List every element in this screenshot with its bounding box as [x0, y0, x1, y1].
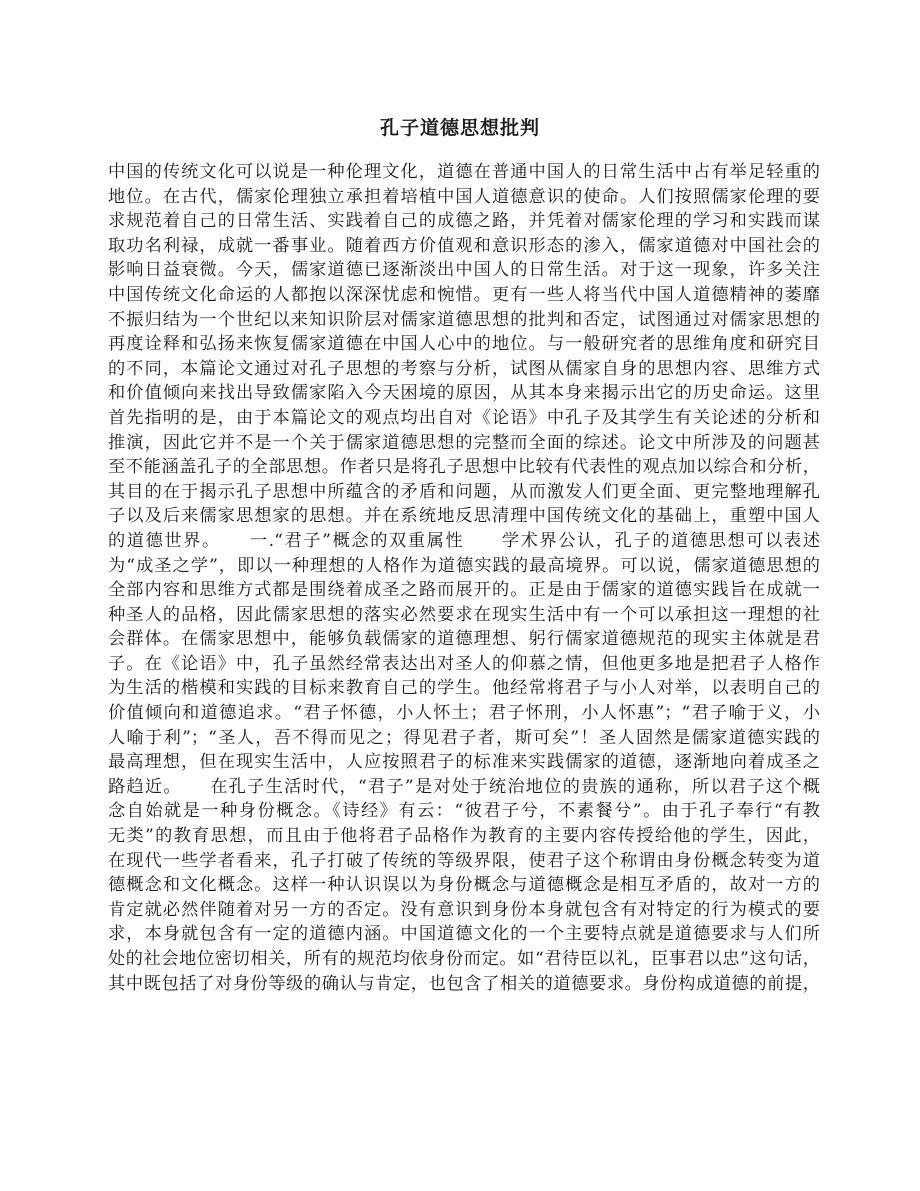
text-line: 价值倾向和道德追求。“君子怀德，小人怀土；君子怀刑，小人怀惠”；“君子喻于义，小 — [108, 703, 820, 724]
text-line: 肯定就必然伴随着对另一方的否定。没有意识到身份本身就包含有对特定的行为模式的要 — [108, 899, 820, 920]
text-line: 中国传统文化命运的人都抱以深深忧虑和惋惜。更有一些人将当代中国人道德精神的萎靡 — [108, 284, 820, 305]
text-line: 为“成圣之学”，即以一种理想的人格作为道德实践的最高境界。可以说，儒家道德思想的 — [108, 555, 820, 576]
text-line: 种圣人的品格，因此儒家思想的落实必然要求在现实生活中有一个可以承担这一理想的社 — [108, 604, 820, 625]
text-line: 求规范着自己的日常生活、实践着自己的成德之路，并凭着对儒家伦理的学习和实践而谋 — [108, 211, 820, 232]
text-line: 影响日益衰微。今天，儒家道德已逐渐淡出中国人的日常生活。对于这一现象，许多关注 — [108, 260, 820, 281]
text-line: 德概念和文化概念。这样一种认识误以为身份概念与道德概念是相互矛盾的，故对一方的 — [108, 875, 820, 896]
text-line: 首先指明的是，由于本篇论文的观点均出自对《论语》中孔子及其学生有关论述的分析和 — [108, 407, 820, 428]
text-line: 子。在《论语》中，孔子虽然经常表达出对圣人的仰慕之情，但他更多地是把君子人格作 — [108, 653, 820, 674]
text-line: 再度诠释和弘扬来恢复儒家道德在中国人心中的地位。与一般研究者的思维角度和研究目 — [108, 334, 820, 355]
text-line: 的道德世界。 一.“君子”概念的双重属性 学术界公认，孔子的道德思想可以表述 — [108, 530, 820, 551]
text-line: 求，本身就包含有一定的道德内涵。中国道德文化的一个主要特点就是道德要求与人们所 — [108, 924, 820, 945]
text-line: 不振归结为一个世纪以来知识阶层对儒家道德思想的批判和否定，试图通过对儒家思想的 — [108, 309, 820, 330]
text-line: 其中既包括了对身份等级的确认与肯定，也包含了相关的道德要求。身份构成道德的前提， — [108, 973, 820, 994]
text-line: 为生活的楷模和实践的目标来教育自己的学生。他经常将君子与小人对举，以表明自己的 — [108, 678, 820, 699]
text-line: 的不同，本篇论文通过对孔子思想的考察与分析，试图从儒家自身的思想内容、思维方式 — [108, 358, 820, 379]
text-line: 在现代一些学者看来，孔子打破了传统的等级界限，使君子这个称谓由身份概念转变为道 — [108, 850, 820, 871]
text-line: 和价值倾向来找出导致儒家陷入今天困境的原因，从其本身来揭示出它的历史命运。这里 — [108, 383, 820, 404]
text-line: 子以及后来儒家思想家的思想。并在系统地反思清理中国传统文化的基础上，重塑中国人 — [108, 506, 820, 527]
text-line: 至不能涵盖孔子的全部思想。作者只是将孔子思想中比较有代表性的观点加以综合和分析， — [108, 457, 820, 478]
text-line: 最高理想，但在现实生活中，人应按照君子的标准来实践儒家的道德，逐渐地向着成圣之 — [108, 752, 820, 773]
text-line: 念自始就是一种身份概念。《诗经》有云：“彼君子兮，不素餐兮”。由于孔子奉行“有教 — [108, 801, 820, 822]
text-line: 中国的传统文化可以说是一种伦理文化，道德在普通中国人的日常生活中占有举足轻重的 — [108, 162, 820, 182]
text-line: 处的社会地位密切相关，所有的规范均依身份而定。如“君待臣以礼，臣事君以忠”这句话， — [108, 949, 820, 969]
text-line: 路趋近。 在孔子生活时代，“君子”是对处于统治地位的贵族的通称，所以君子这个概 — [108, 776, 820, 797]
text-line: 全部内容和思维方式都是围绕着成圣之路而展开的。正是由于儒家的道德实践旨在成就一 — [108, 580, 820, 601]
text-line: 地位。在古代，儒家伦理独立承担着培植中国人道德意识的使命。人们按照儒家伦理的要 — [108, 186, 820, 207]
page-title: 孔子道德思想批判 — [379, 117, 540, 139]
text-line: 推演，因此它并不是一个关于儒家道德思想的完整而全面的综述。论文中所涉及的问题甚 — [108, 432, 820, 453]
body-text — [108, 160, 820, 996]
text-line: 无类”的教育思想，而且由于他将君子品格作为教育的主要内容传授给他的学生，因此， — [108, 826, 820, 847]
text-line: 取功名利禄，成就一番事业。随着西方价值观和意识形态的渗入，儒家道德对中国社会的 — [108, 235, 820, 256]
text-line: 会群体。在儒家思想中，能够负载儒家的道德理想、躬行儒家道德规范的现实主体就是君 — [108, 629, 820, 650]
text-line: 人喻于利”；“圣人，吾不得而见之；得见君子者，斯可矣”！圣人固然是儒家道德实践的 — [108, 727, 820, 748]
text-line: 其目的在于揭示孔子思想中所蕴含的矛盾和问题，从而激发人们更全面、更完整地理解孔 — [108, 481, 820, 502]
